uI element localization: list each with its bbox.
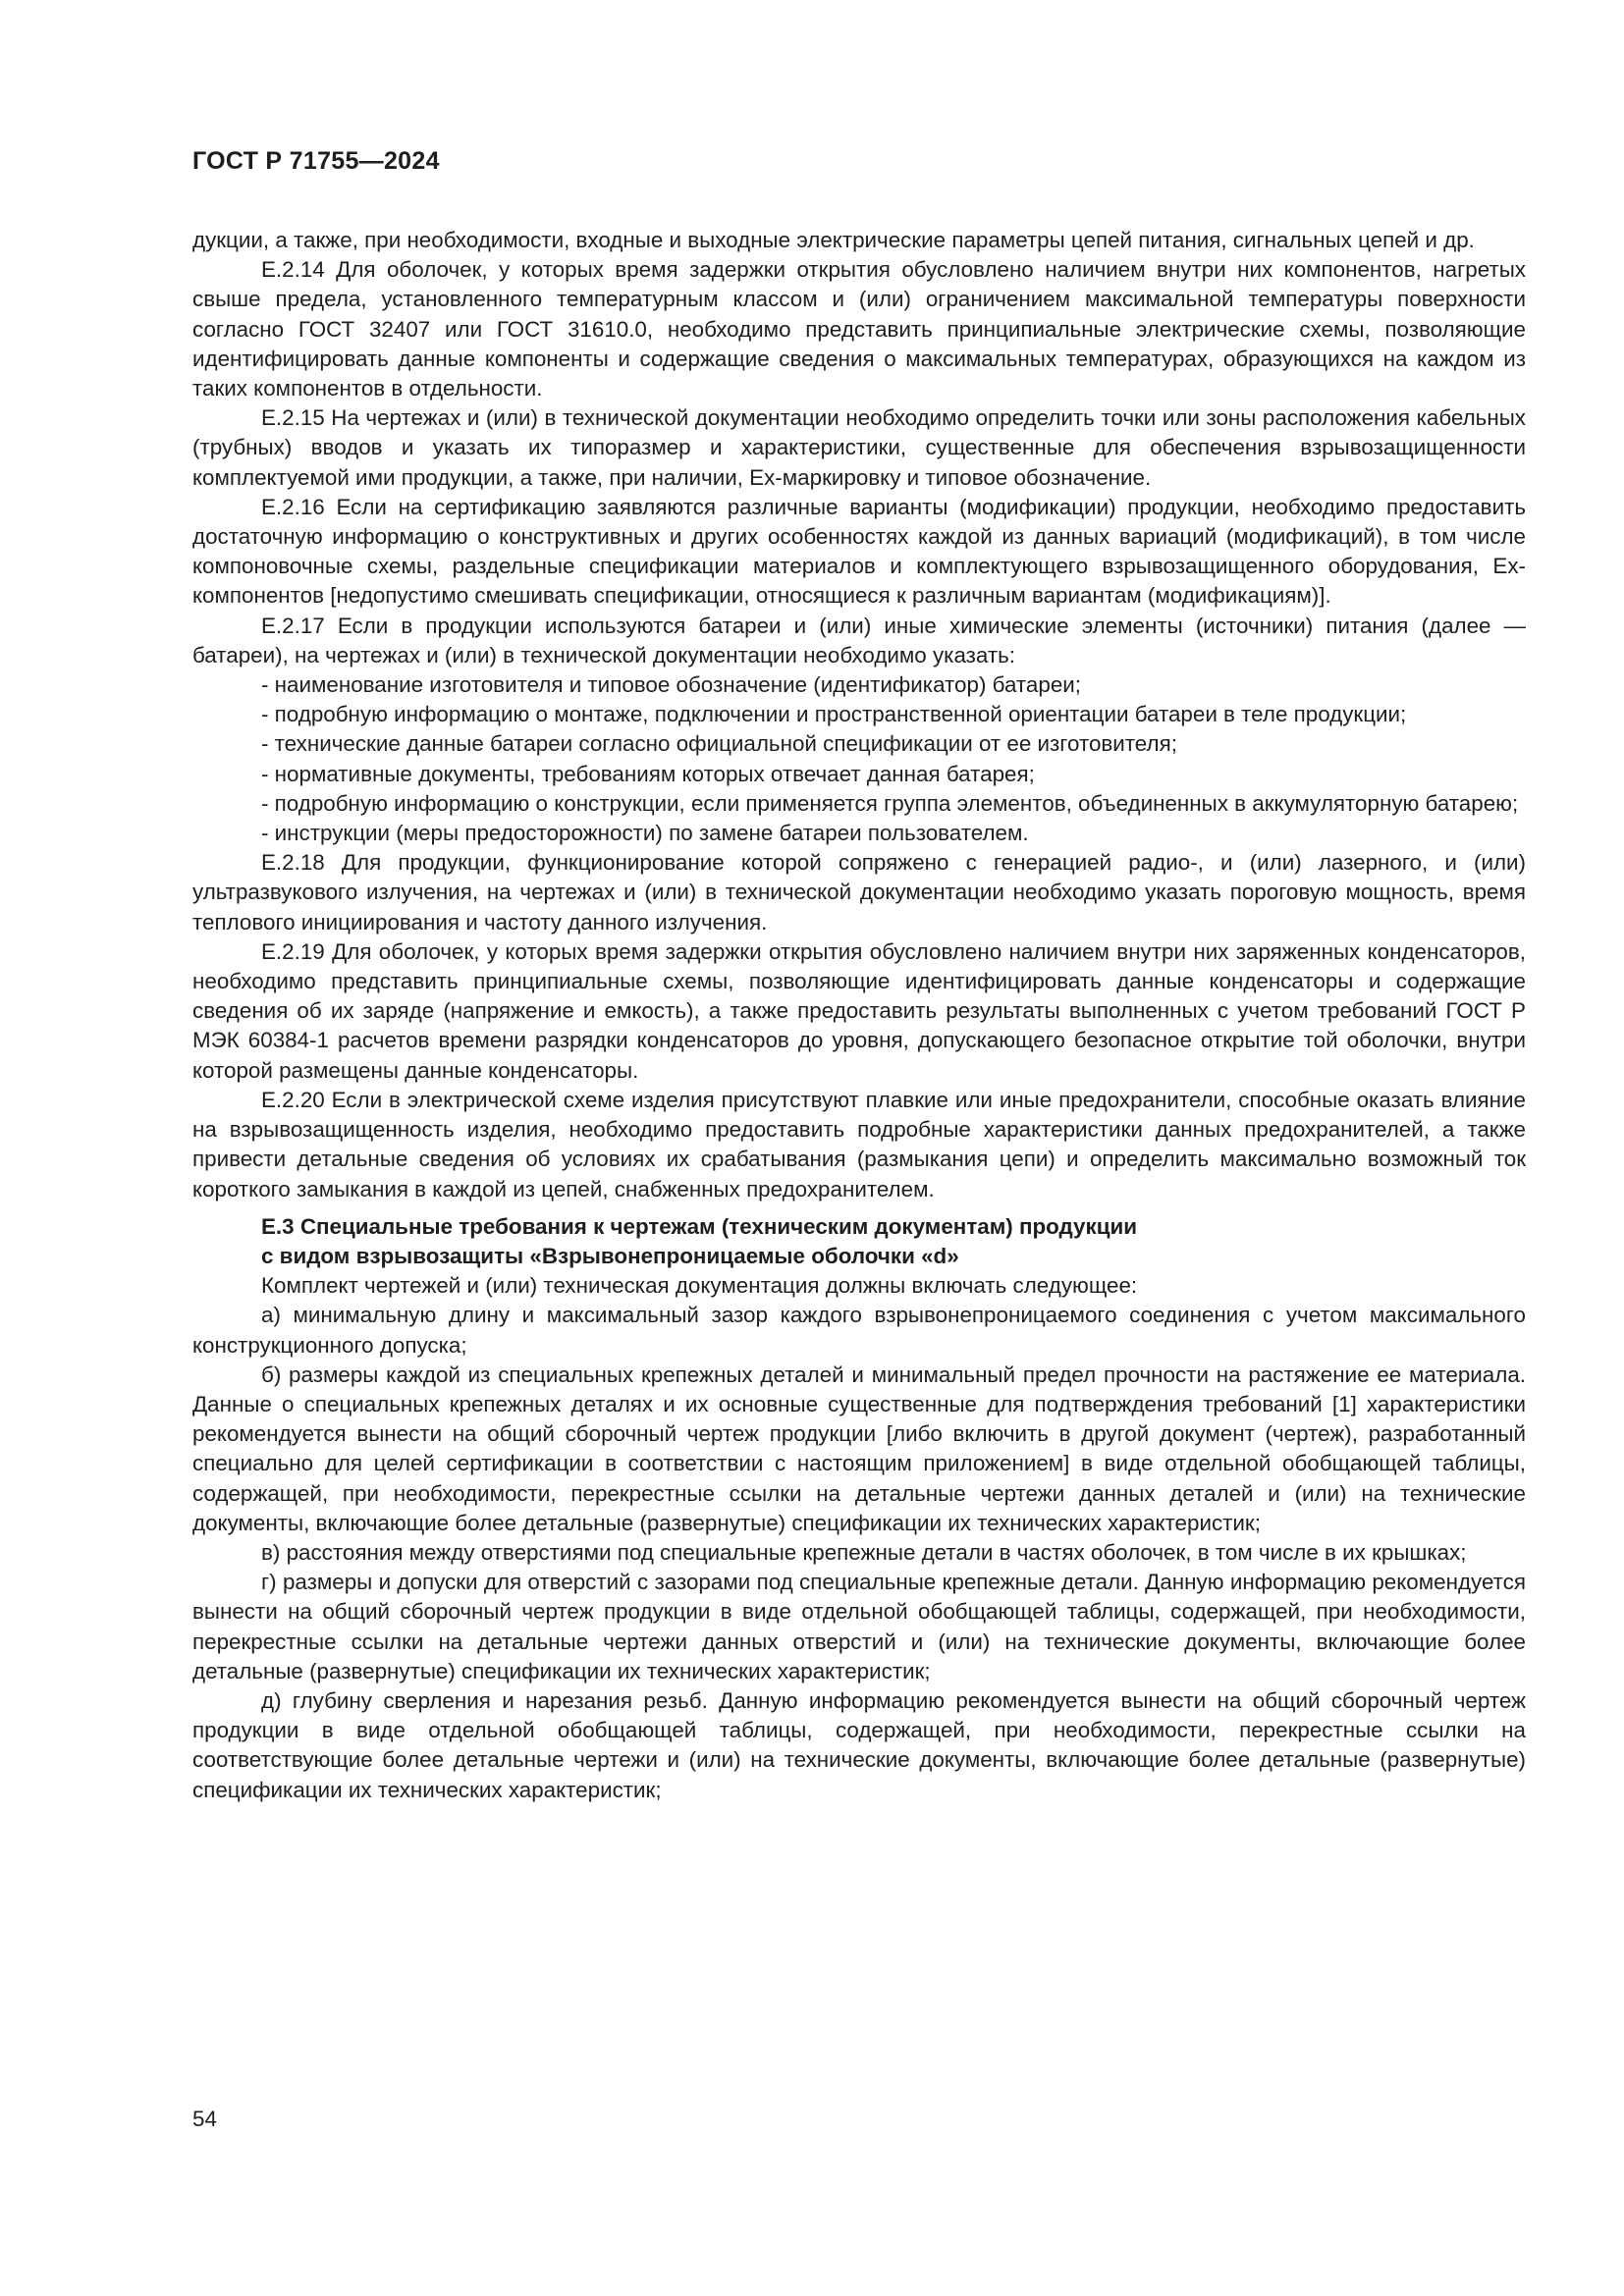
list-item-d: д) глубину сверления и нарезания резьб. Данную информацию рекомендуется вынести на общий сборочный чертеж продукции в виде отдельной обобщающей таблицы, содержащей, при необходимости, перекрестные ссылки на соответствующие более детальные чертежи и (или) на технические документы, включающие более детальные (развернутые) спецификации их технических характеристик; xyxy=(192,1687,1526,1802)
paragraph-e2-15: Е.2.15 На чертежах и (или) в технической документации необходимо определить точки или зоны расположения кабельных (трубных) вводов и указать их типоразмер и характеристики, существенные для обеспечения взрывозащищенности комплектуемой ими продукции, а также, при наличии, Ex-маркировку и типовое обозначение. xyxy=(192,405,1526,490)
page-number: 54 xyxy=(192,2107,217,2131)
list-item-battery-mounting: - подробную информацию о монтаже, подключении и пространственной ориентации батареи в теле продукции; xyxy=(261,702,1407,727)
list-item-a: а) минимальную длину и максимальный зазор каждого взрывонепроницаемого соединения с учетом максимального конструкционного допуска; xyxy=(192,1303,1526,1358)
list-item-b: б) размеры каждой из специальных крепежных деталей и минимальный предел прочности на растяжение ее материала. Данные о специальных крепежных деталях и их основные существенные для подтверждения требований [1] характеристики рекомендуется вынести на общий сборочный чертеж продукции [либо включить в другой документ (чертеж), разработанный специально для целей сертификации в соответствии с настоящим приложением] в виде отдельной обобщающей таблицы, содержащей, при необходимости, перекрестные ссылки на детальные чертежи данных деталей и (или) на технические документы, включающие более детальные (развернутые) спецификации их технических характеристик; xyxy=(192,1362,1526,1535)
section-heading-line-2: с видом взрывозащиты «Взрывонепроницаемые оболочки «d» xyxy=(261,1243,959,1268)
paragraph-e2-14: Е.2.14 Для оболочек, у которых время задержки открытия обусловлено наличием внутри них компонентов, нагретых свыше предела, установленного температурным классом и (или) ограничением максимальной температуры поверхности согласно ГОСТ 32407 или ГОСТ 31610.0, необходимо представить принципиальные электрические схемы, позволяющие идентифицировать данные компоненты и содержащие сведения о максимальных температурах, образующихся на каждом из таких компонентов в отдельности. xyxy=(192,257,1526,401)
list-item-battery-specs: - технические данные батареи согласно официальной спецификации от ее изготовителя; xyxy=(261,731,1177,757)
list-item-v: в) расстояния между отверстиями под специальные крепежные детали в частях оболочек, в том числе в их крышках; xyxy=(261,1539,1467,1565)
section-heading-e3 xyxy=(261,1212,1526,1271)
list-item-battery-standards: - нормативные документы, требованиям которых отвечает данная батарея; xyxy=(261,761,1035,786)
list-item-g: г) размеры и допуски для отверстий с зазорами под специальные крепежные детали. Данную информацию рекомендуется вынести на общий сборочный чертеж продукции в виде отдельной обобщающей таблицы, содержащей, при необходимости, перекрестные ссылки на детальные чертежи данных отверстий и (или) на технические документы, включающие более детальные (развернутые) спецификации их технических характеристик; xyxy=(192,1570,1526,1683)
list-item-battery-replacement: - инструкции (меры предосторожности) по замене батареи пользователем. xyxy=(261,821,1029,846)
document-body xyxy=(192,226,1526,1805)
paragraph-continuation: дукции, а также, при необходимости, входные и выходные электрические параметры цепей питания, сигнальных цепей и др. xyxy=(192,228,1475,252)
paragraph-e2-20: Е.2.20 Если в электрической схеме изделия присутствуют плавкие или иные предохранители, способные оказать влияние на взрывозащищенность изделия, необходимо предоставить подробные характеристики данных предохранителей, а также привести детальные сведения об условиях их срабатывания (размыкания цепи) и определить максимально возможный ток короткого замыкания в каждой из цепей, снабженных предохранителем. xyxy=(192,1087,1526,1201)
paragraph-e2-18: Е.2.18 Для продукции, функционирование которой сопряжено с генерацией радио-, и (или) лазерного, и (или) ультразвукового излучения, на чертежах и (или) в технической документации необходимо указать пороговую мощность, время теплового инициирования и частоту данного излучения. xyxy=(192,850,1526,934)
list-item-battery-manufacturer: - наименование изготовителя и типовое обозначение (идентификатор) батареи; xyxy=(261,672,1082,698)
paragraph-e2-17: Е.2.17 Если в продукции используются батареи и (или) иные химические элементы (источники) питания (далее — батареи), на чертежах и (или) в технической документации необходимо указать: xyxy=(192,613,1526,667)
paragraph-e2-16: Е.2.16 Если на сертификацию заявляются различные варианты (модификации) продукции, необходимо предоставить достаточную информацию о конструктивных и других особенностях каждой из данных вариаций (модификаций), в том числе компоновочные схемы, раздельные спецификации материалов и комплектующего взрывозащищенного оборудования, Ex-компонентов [недопустимо смешивать спецификации, относящиеся к различным вариантам (модификациям)]. xyxy=(192,494,1526,609)
paragraph-e2-19: Е.2.19 Для оболочек, у которых время задержки открытия обусловлено наличием внутри них заряженных конденсаторов, необходимо представить принципиальные схемы, позволяющие идентифицировать данные конденсаторы и содержащие сведения об их заряде (напряжение и емкость), а также предоставить результаты выполненных с учетом требований ГОСТ Р МЭК 60384-1 расчетов времени разрядки конденсаторов до уровня, допускающего безопасное открытие той оболочки, внутри которой размещены данные конденсаторы. xyxy=(192,938,1526,1083)
document-header: ГОСТ Р 71755—2024 xyxy=(192,147,440,175)
paragraph-e3-intro: Комплект чертежей и (или) техническая документация должны включать следующее: xyxy=(261,1273,1138,1299)
document-page xyxy=(192,0,1528,2296)
section-heading-line-1: Е.3 Специальные требования к чертежам (техническим документам) продукции xyxy=(261,1213,1137,1239)
list-item-battery-construction: - подробную информацию о конструкции, если применяется группа элементов, объединенных в аккумуляторную батарею; xyxy=(261,790,1519,816)
